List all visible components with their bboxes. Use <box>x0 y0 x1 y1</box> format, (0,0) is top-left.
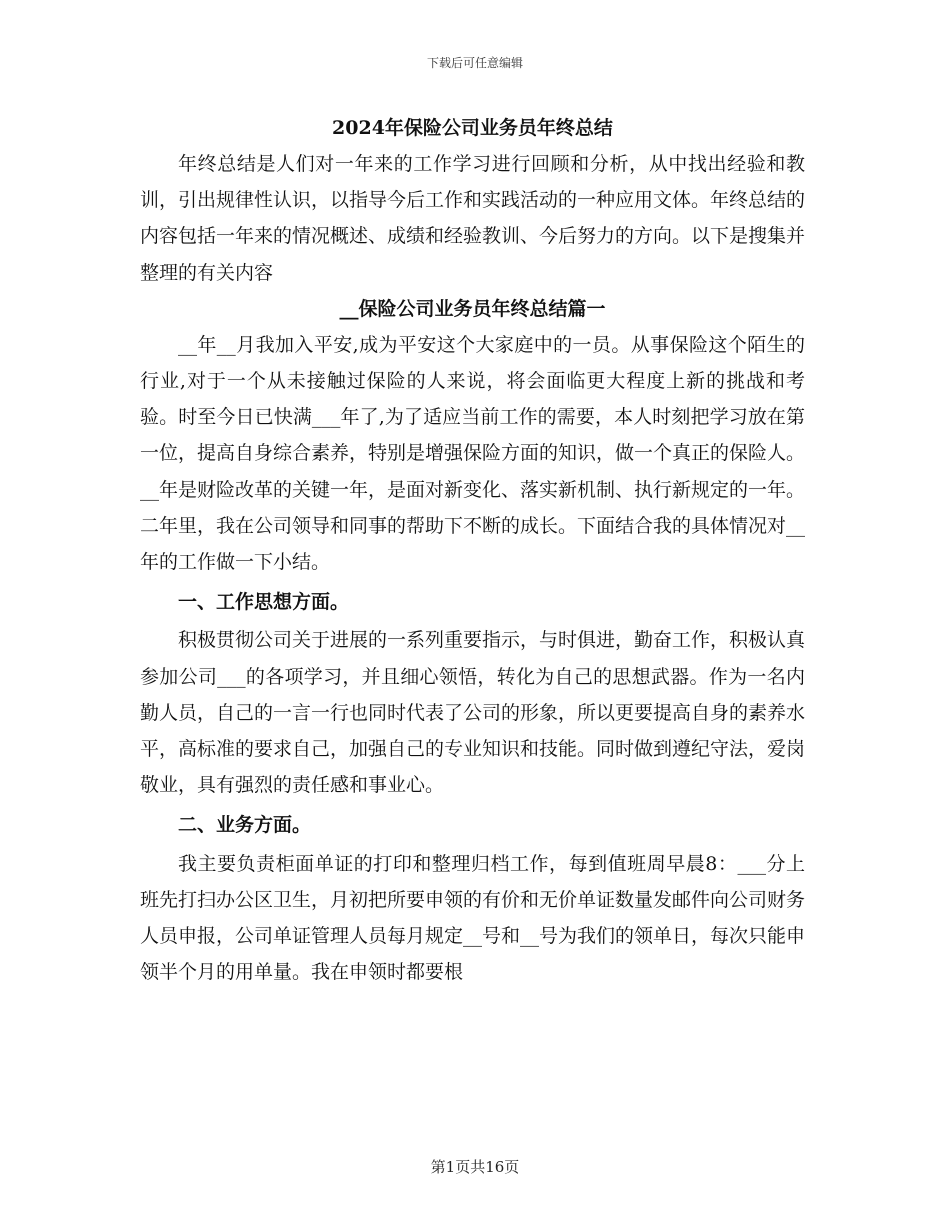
document-body <box>140 110 805 990</box>
paragraph-2: 积极贯彻公司关于进展的一系列重要指示，与时俱进，勤奋工作，积极认真参加公司___的各项学习，并且细心领悟，转化为自己的思想武器。作为一名内勤人员，自己的一言一行也同时代表了公司的形象，所以更要提高自身的素养水平，高标准的要求自己，加强自己的专业知识和技能。同时做到遵纪守法，爱岗敬业，具有强烈的责任感和事业心。 <box>140 629 806 797</box>
paragraph-3: 我主要负责柜面单证的打印和整理归档工作，每到值班周早晨8：___分上班先打扫办公区卫生，月初把所要申领的有价和无价单证数量发邮件向公司财务人员申报，公司单证管理人员每月规定__号和__号为我们的领单日，每次只能申领半个月的用单量。我在申领时都要根 <box>140 852 806 984</box>
heading-business: 二、业务方面。 <box>178 814 312 837</box>
heading-work-thoughts: 一、工作思想方面。 <box>178 591 350 614</box>
intro-paragraph: 年终总结是人们对一年来的工作学习进行回顾和分析，从中找出经验和教训，引出规律性认识，以指导今后工作和实践活动的一种应用文体。年终总结的内容包括一年来的情况概述、成绩和经验教训、今后努力的方向。以下是搜集并整理的有关内容 <box>140 153 806 284</box>
paragraph-1: __年__月我加入平安,成为平安这个大家庭中的一员。从事保险这个陌生的行业,对于一个从未接触过保险的人来说，将会面临更大程度上新的挑战和考验。时至今日已快满___年了,为了适应当前工作的需要，本人时刻把学习放在第一位，提高自身综合素养，特别是增强保险方面的知识，做一个真正的保险人。__年是财险改革的关键一年，是面对新变化、落实新机制、执行新规定的一年。二年里，我在公司领导和同事的帮助下不断的成长。下面结合我的具体情况对__年的工作做一下小结。 <box>140 333 806 574</box>
section-title: __保险公司业务员年终总结篇一 <box>339 297 606 320</box>
download-note: 下载后可任意编辑 <box>426 56 523 70</box>
page-number: 第1页共16页 <box>430 1158 520 1176</box>
document-title: 2024年保险公司业务员年终总结 <box>332 117 613 139</box>
